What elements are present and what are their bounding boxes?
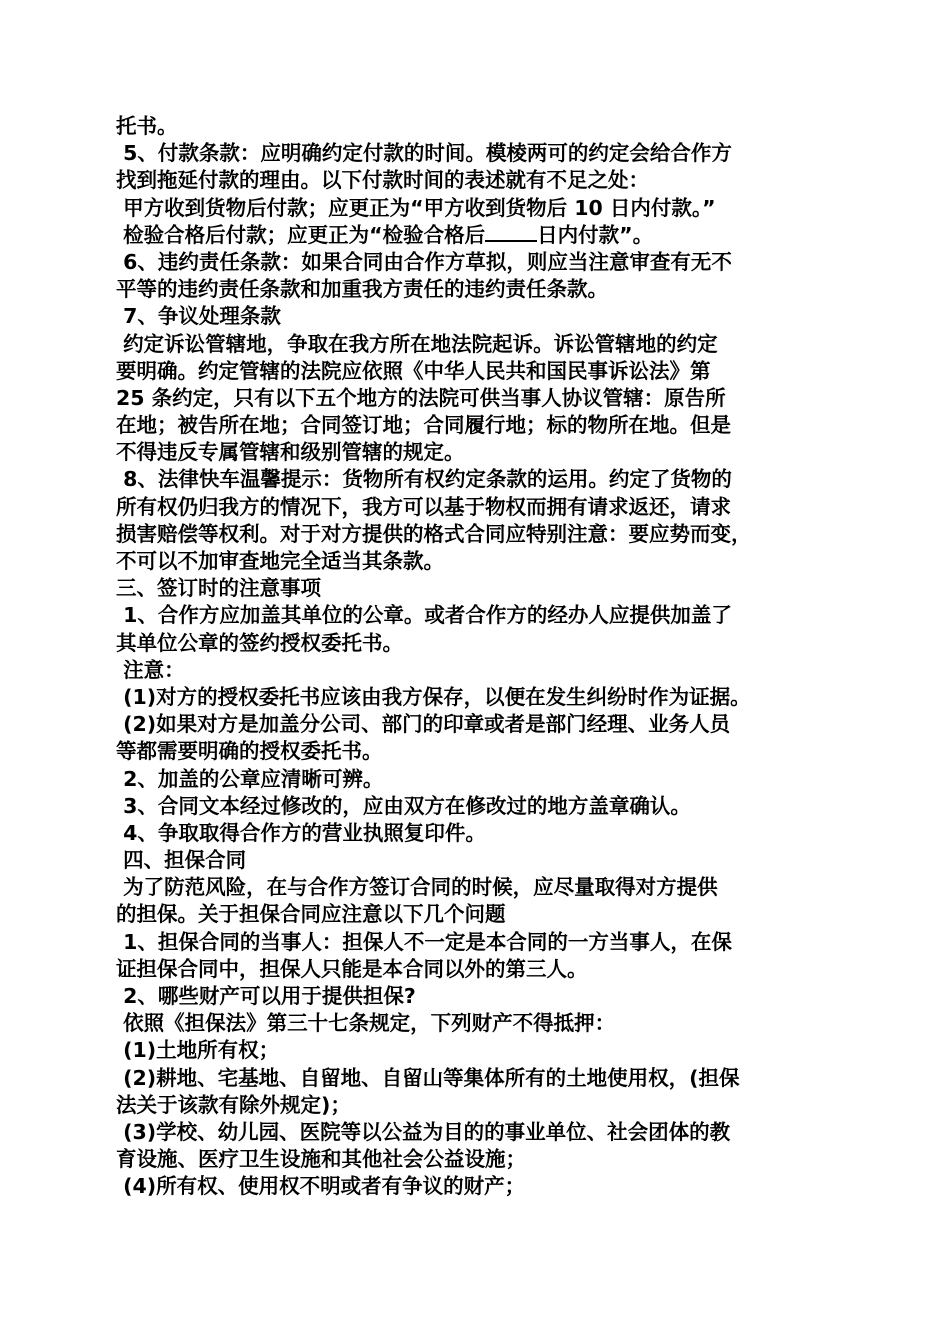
text-line: 注意： <box>116 657 185 682</box>
section-heading: 四、担保合同 <box>116 848 247 873</box>
text-line: 所有权仍归我方的情况下，我方可以基于物权而拥有请求返还，请求 <box>116 494 731 519</box>
text-line: 不可以不加审查地完全适当其条款。 <box>116 549 444 573</box>
text-line: (2)如果对方是加盖分公司、部门的印章或者是部门经理、业务人员 <box>116 712 731 737</box>
text-line: 要明确。约定管辖的法院应依照《中华人民共和国民事诉讼法》第 <box>116 358 711 383</box>
text-line: 等都需要明确的授权委托书。 <box>116 739 383 764</box>
text-line: 5、付款条款：应明确约定付款的时间。模棱两可的约定会给合作方 <box>116 141 732 166</box>
text-line: 找到拖延付款的理由。以下付款时间的表述就有不足之处： <box>116 168 649 193</box>
text-line: 1、担保合同的当事人：担保人不一定是本合同的一方当事人，在保 <box>116 929 732 954</box>
text-line: 损害赔偿等权利。对于对方提供的格式合同应特别注意：要应势而变， <box>116 521 752 546</box>
text-line: 3、合同文本经过修改的，应由双方在修改过的地方盖章确认。 <box>116 793 691 818</box>
text-line: 不得违反专属管辖和级别管辖的规定。 <box>116 440 465 465</box>
text-line <box>116 222 838 249</box>
text-line: (2)耕地、宅基地、自留地、自留山等集体所有的土地使用权，(担保 <box>116 1065 740 1090</box>
text-line: 平等的违约责任条款和加重我方责任的违约责任条款。 <box>116 277 608 302</box>
document-body <box>116 113 838 1201</box>
text-line: 1、合作方应加盖其单位的公章。或者合作方的经办人应提供加盖了 <box>116 603 732 628</box>
text-line: 依照《担保法》第三十七条规定，下列财产不得抵押： <box>116 1011 616 1036</box>
fill-in-blank <box>485 222 537 242</box>
text-line: (3)学校、幼儿园、医院等以公益为目的的事业单位、社会团体的教 <box>116 1119 731 1144</box>
text-line: 法关于该款有除外规定)； <box>116 1092 351 1117</box>
text-line: 25 条约定，只有以下五个地方的法院可供当事人协议管辖：原告所 <box>116 385 726 410</box>
text-line: (1)对方的授权委托书应该由我方保存，以便在发生纠纷时作为证据。 <box>116 684 751 709</box>
text-line: 4、争取取得合作方的营业执照复印件。 <box>116 820 486 845</box>
text-line: 证担保合同中，担保人只能是本合同以外的第三人。 <box>116 956 588 981</box>
text-line: 育设施、医疗卫生设施和其他社会公益设施； <box>116 1147 526 1172</box>
text-line: 约定诉讼管辖地，争取在我方所在地法院起诉。诉讼管辖地的约定 <box>116 331 718 356</box>
text-line: (1)土地所有权； <box>116 1038 280 1063</box>
text-line: 7、争议处理条款 <box>116 304 281 329</box>
text-line: 2、加盖的公章应清晰可辨。 <box>116 766 384 791</box>
text-line-part: 检验合格后付款；应更正为“检验合格后 <box>116 222 486 247</box>
text-line: 在地；被告所在地；合同签订地；合同履行地；标的物所在地。但是 <box>116 413 731 438</box>
text-line: 其单位公章的签约授权委托书。 <box>116 630 403 655</box>
text-line: 2、哪些财产可以用于提供担保? <box>116 984 416 1008</box>
text-line: 6、违约责任条款：如果合同由合作方草拟，则应当注意审查有无不 <box>116 249 732 274</box>
text-line: 8、法律快车温馨提示：货物所有权约定条款的运用。约定了货物的 <box>116 467 732 492</box>
text-line: 为了防范风险，在与合作方签订合同的时候，应尽量取得对方提供 <box>116 875 718 900</box>
text-line-part: 日内付款”。 <box>537 222 654 247</box>
text-line: 甲方收到货物后付款；应更正为“甲方收到货物后 10 日内付款。” <box>116 195 716 220</box>
section-heading: 三、签订时的注意事项 <box>116 576 321 601</box>
text-line: 的担保。关于担保合同应注意以下几个问题 <box>116 902 506 927</box>
text-line: 托书。 <box>116 114 178 138</box>
text-line: (4)所有权、使用权不明或者有争议的财产； <box>116 1174 526 1199</box>
